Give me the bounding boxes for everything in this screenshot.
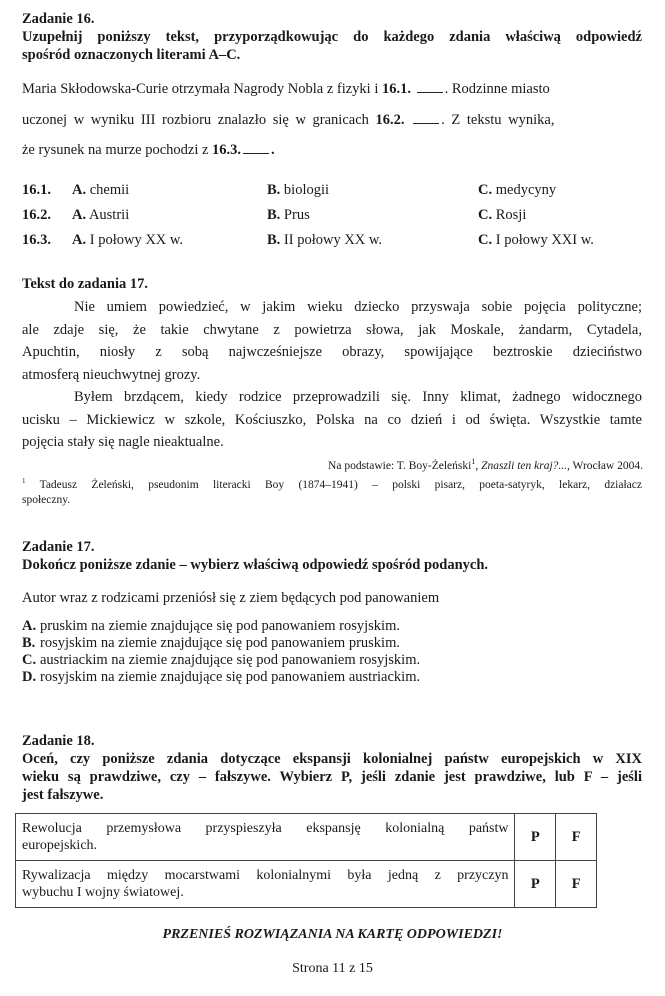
passage-line: ale zdaje się, że takie chwytane z powietrza słowa, jak Moskale, żandarm, Cytadela,: [22, 321, 642, 338]
option-text: Austrii: [88, 207, 130, 223]
task17-title: Zadanie 17.: [22, 539, 95, 555]
text17-title: Tekst do zadania 17.: [22, 276, 148, 292]
page-number: Strona 11 z 15: [292, 961, 373, 976]
statement-line: wybuchu I wojny światowej.: [22, 885, 184, 900]
answer-letter: D.: [22, 669, 37, 685]
gap-blank-16-2[interactable]: [413, 111, 439, 124]
statement-line: Rywalizacja między mocarstwami kolonialnymi była jedną z przyczyn: [22, 868, 509, 883]
answer-a[interactable]: [22, 618, 420, 635]
option-a[interactable]: [72, 232, 183, 249]
source-title: Znaszli ten kraj?...: [481, 459, 568, 472]
text-segment: uczonej w wyniku III rozbioru znalazło się w granicach: [22, 112, 369, 128]
footnote-line2: społeczny.: [22, 493, 71, 506]
answer-letter: C.: [22, 652, 37, 668]
true-option-p[interactable]: P: [515, 861, 556, 908]
true-false-table: [15, 813, 597, 908]
table-row: [16, 861, 597, 908]
option-letter: C.: [478, 182, 493, 198]
task16-instruction-line2: spośród oznaczonych literami A–C.: [22, 47, 241, 63]
answer-b[interactable]: [22, 635, 420, 652]
passage-line: atmosferą nieuchwytnej grozy.: [22, 366, 201, 383]
gap-blank-16-1[interactable]: [417, 80, 443, 93]
answer-text: rosyjskim na ziemie znajdujące się pod panowaniem austriackim.: [40, 669, 421, 685]
option-a[interactable]: [72, 207, 129, 224]
task17-stem: Autor wraz z rodzicami przeniósł się z ziem będących pod panowaniem: [22, 590, 440, 606]
statement-line: europejskich.: [22, 838, 98, 853]
answer-letter: A.: [22, 618, 37, 634]
option-b[interactable]: [267, 182, 329, 199]
text17-passage: [22, 296, 642, 454]
text17-footnote: [22, 474, 642, 508]
statement-cell: [16, 861, 515, 908]
task18-instruction-line1: Oceń, czy poniższe zdania dotyczące ekspansji kolonialnej państw europejskich w XIX: [22, 751, 642, 767]
table-row: [16, 814, 597, 861]
option-letter: B.: [267, 182, 281, 198]
passage-line: Apuchtin, niosły z sobą najwcześniejsze obrazy, spowijające beztroskie dzieciństwo: [22, 344, 642, 360]
option-text: I połowy XXI w.: [495, 232, 594, 248]
answer-text: austriackim na ziemie znajdujące się pod panowaniem rosyjskim.: [40, 652, 421, 668]
footnote-mark: 1: [22, 477, 26, 485]
option-letter: C.: [478, 207, 493, 223]
false-option-f[interactable]: F: [556, 814, 597, 861]
gap-ref-16-2: 16.2.: [375, 112, 405, 128]
option-text: I połowy XX w.: [89, 232, 184, 248]
task16-text-line2: [22, 111, 642, 129]
passage-line: Byłem brzdącem, kiedy rodzice przeprowadzili się. Inny klimat, żadnego widocznego: [74, 389, 642, 405]
option-letter: C.: [478, 232, 493, 248]
text-segment: że rysunek na murze pochodzi z: [22, 142, 209, 158]
option-letter: B.: [267, 207, 281, 223]
option-letter: A.: [72, 232, 87, 248]
source-prefix: Na podstawie: T. Boy-Żeleński: [328, 459, 472, 472]
task16-text-line3: [22, 141, 275, 159]
option-number: 16.1.: [22, 182, 51, 198]
footnote-ref: 1: [471, 457, 476, 466]
passage-line: ucisku – Mickiewicz w szkole, Kościuszko, Polska na co dzień i od święta. Wszystkie tamte: [22, 411, 642, 428]
footnote-text: Tadeusz Żeleński, pseudonim literacki Boy (1874–1941) – polski pisarz, poeta-satyryk, lekarz, działacz: [39, 478, 642, 491]
gap-ref-16-3: 16.3.: [212, 142, 242, 158]
task18-title: Zadanie 18.: [22, 733, 95, 749]
option-a[interactable]: [72, 182, 129, 199]
option-c[interactable]: [478, 232, 594, 249]
task17-answers: [22, 618, 420, 686]
option-text: Prus: [283, 207, 310, 223]
gap-ref-16-1: 16.1.: [382, 81, 411, 97]
statement-cell: [16, 814, 515, 861]
answer-text: rosyjskim na ziemie znajdujące się pod panowaniem pruskim.: [40, 635, 400, 651]
option-c[interactable]: [478, 207, 526, 224]
task16-title: Zadanie 16.: [22, 11, 95, 27]
statement-line: Rewolucja przemysłowa przyspieszyła ekspansję kolonialną państw: [22, 821, 509, 836]
false-option-f[interactable]: F: [556, 861, 597, 908]
gap-blank-16-3[interactable]: [243, 141, 269, 154]
option-text: medycyny: [495, 182, 557, 198]
option-number: 16.3.: [22, 232, 51, 248]
task17-instruction: Dokończ poniższe zdanie – wybierz właściwą odpowiedź spośród podanych.: [22, 557, 489, 573]
task18-instruction-line3: jest fałszywe.: [22, 787, 104, 803]
option-text: II połowy XX w.: [283, 232, 383, 248]
option-letter: A.: [72, 207, 87, 223]
text-segment: .: [271, 142, 275, 158]
text-segment: . Rodzinne miasto: [444, 81, 550, 97]
option-c[interactable]: [478, 182, 556, 199]
text17-source: Na podstawie: T. Boy-Żeleński$^1$, Znaszli ten kraj?..., Wrocław 2004.: [328, 457, 643, 472]
answer-d[interactable]: [22, 669, 420, 686]
task16-instruction-line1: Uzupełnij poniższy tekst, przyporządkowując do każdego zdania właściwą odpowiedź: [22, 29, 642, 45]
true-option-p[interactable]: P: [515, 814, 556, 861]
option-text: chemii: [89, 182, 130, 198]
passage-line: pojęcia stały się nagle nieaktualne.: [22, 434, 224, 450]
option-text: Rosji: [495, 207, 527, 223]
option-letter: A.: [72, 182, 87, 198]
task16-text-line1: [22, 80, 642, 98]
text-segment: . Z tekstu wynika,: [441, 112, 555, 128]
option-number: 16.2.: [22, 207, 51, 223]
transfer-note: PRZENIEŚ ROZWIĄZANIA NA KARTĘ ODPOWIEDZI!: [162, 927, 503, 942]
option-b[interactable]: [267, 232, 382, 249]
source-suffix: , Wrocław 2004.: [567, 459, 643, 472]
answer-text: pruskim na ziemie znajdujące się pod panowaniem rosyjskim.: [40, 618, 400, 634]
passage-line: Nie umiem powiedzieć, w jakim wieku dziecko przyswaja sobie pojęcia polityczne;: [74, 299, 642, 315]
option-text: biologii: [283, 182, 330, 198]
answer-c[interactable]: [22, 652, 420, 669]
answer-letter: B.: [22, 635, 36, 651]
task18-instruction-line2: wieku są prawdziwe, czy – fałszywe. Wybierz P, jeśli zdanie jest prawdziwe, lub F – jeśli: [22, 769, 642, 785]
footnote-line1: [22, 474, 642, 493]
option-b[interactable]: [267, 207, 310, 224]
text-segment: Maria Skłodowska-Curie otrzymała Nagrody Nobla z fizyki i: [22, 81, 379, 97]
option-letter: B.: [267, 232, 281, 248]
